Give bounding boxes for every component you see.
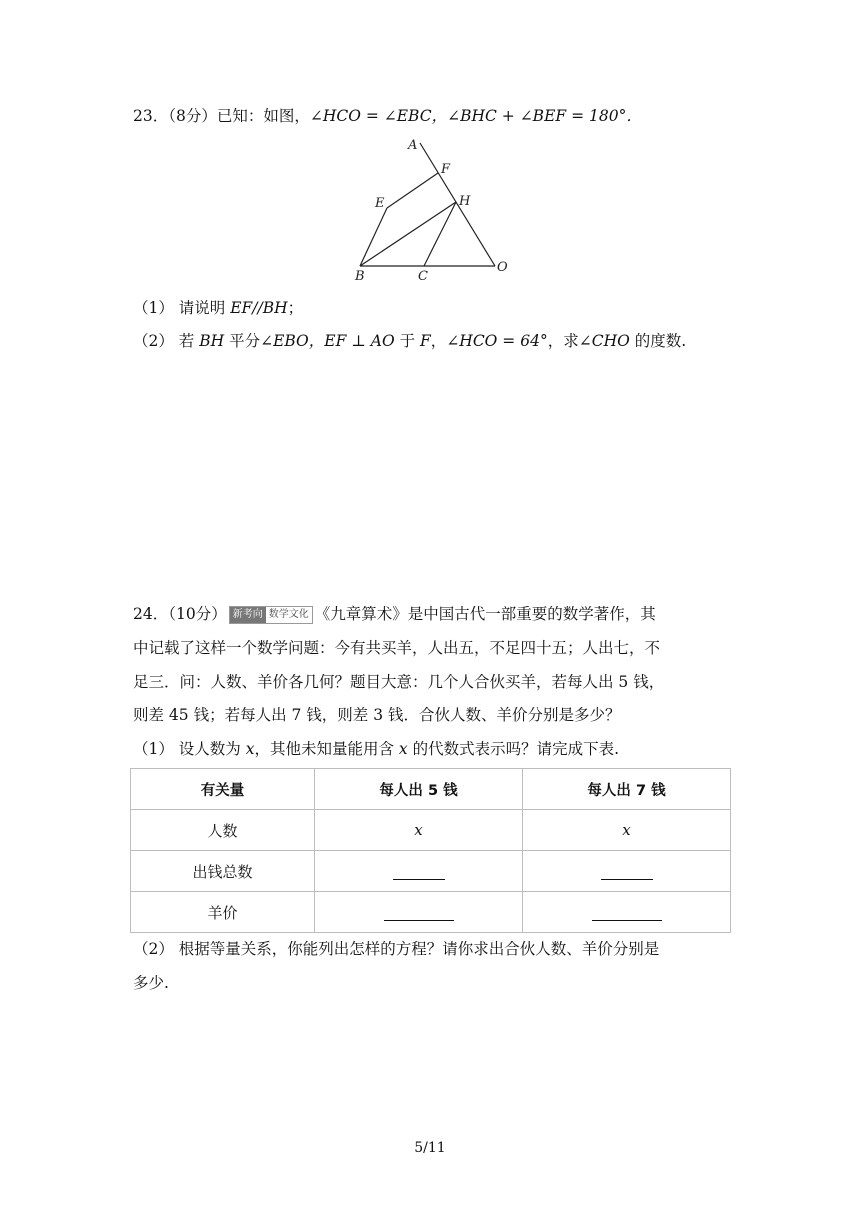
label-C: C [418,269,428,284]
cell-price-5 [315,892,523,933]
answer-blank[interactable] [601,865,653,880]
answer-blank[interactable] [393,865,445,880]
cell-people-label: 人数 [131,810,315,851]
quantity-table [130,768,731,933]
geometry-figure [340,135,520,285]
answer-blank[interactable] [592,906,662,921]
q24-text-line1: 《九章算术》是中国古代一部重要的数学著作，其 [314,605,656,623]
badge-new-label: 新考向 [230,607,266,623]
cell-total-7 [523,851,731,892]
q24-line1 [133,602,656,624]
table-row-price [131,892,731,933]
cell-people-7: x [523,810,731,851]
cell-people-5: x [315,810,523,851]
q23-part2-text-a: （2） 若 [133,332,200,350]
q23-part1-suffix: ； [287,299,304,317]
page-number: 5/11 [414,1140,446,1156]
q23-part2-text-k: 的度数. [629,332,687,350]
q24-part1 [133,737,619,759]
q24-part1-text-a: （1） 设人数为 [133,740,246,758]
header-quantity: 有关量 [131,769,315,810]
label-H: H [459,194,471,209]
q24-head: 24．（10分） [133,605,227,623]
cell-total-5 [315,851,523,892]
q23-part1 [133,296,303,318]
segment-A-O [420,143,495,266]
cell-price-label: 羊价 [131,892,315,933]
q23-part1-prefix: （1） 请说明 [133,299,231,317]
q23-part2-text-i: ，求 [547,332,579,350]
q23-part2-text-e: 于 [394,332,421,350]
q24-part1-text-c: 的代数式表示吗？请完成下表. [407,740,620,758]
q23-stem-prefix: 23．（8分）已知：如图， [133,107,310,125]
q23-part2-math-d: ∠EBO，EF ⊥ AO [260,332,395,350]
label-A: A [408,138,418,153]
q23-part2-math-f: F [420,332,431,350]
label-F: F [441,162,451,177]
q24-line4: 则差 45 钱；若每人出 7 钱，则差 3 钱．合伙人数、羊价分别是多少？ [133,706,621,724]
q23-part2-math-h: ∠HCO = 64° [446,332,548,350]
segment-C-H [424,202,456,266]
cell-total-label: 出钱总数 [131,851,315,892]
q24-line2: 中记载了这样一个数学问题：今有共买羊，人出五，不足四十五；人出七，不 [133,639,661,657]
answer-blank[interactable] [384,906,454,921]
q24-part1-text-b: ，其他未知量能用含 [254,740,399,758]
table-header-row [131,769,731,810]
q23-stem-math: ∠HCO = ∠EBC，∠BHC + ∠BEF = 180°． [309,107,642,125]
q24-line3: 足三．问：人数、羊价各几何？题目大意：几个人合伙买羊，若每人出 5 钱， [133,673,665,691]
q24-part1-var-2: x [398,740,408,758]
q23-part2-math-b: BH [199,332,225,350]
segment-E-F [387,173,438,208]
header-7-coins: 每人出 7 钱 [523,769,731,810]
badge-topic-label: 数学文化 [268,609,309,620]
q24-part2-line1: （2） 根据等量关系，你能列出怎样的方程？请你求出合伙人数、羊价分别是 [133,940,660,958]
q24-part1-var-1: x [245,740,255,758]
q23-part1-math: EF//BH [230,299,288,317]
cell-price-7 [523,892,731,933]
header-5-coins: 每人出 5 钱 [315,769,523,810]
table-row-total [131,851,731,892]
q23-part2-text-g: ， [430,332,447,350]
new-direction-badge [229,606,313,624]
q23-stem [133,104,642,126]
label-B: B [355,269,365,284]
q23-part2 [133,329,686,351]
table-row-people [131,810,731,851]
q23-part2-text-c: 平分 [224,332,261,350]
label-O: O [497,260,508,275]
q23-part2-math-j: ∠CHO [578,332,630,350]
q24-part2-line2: 多少. [133,974,169,992]
label-E: E [375,196,385,211]
